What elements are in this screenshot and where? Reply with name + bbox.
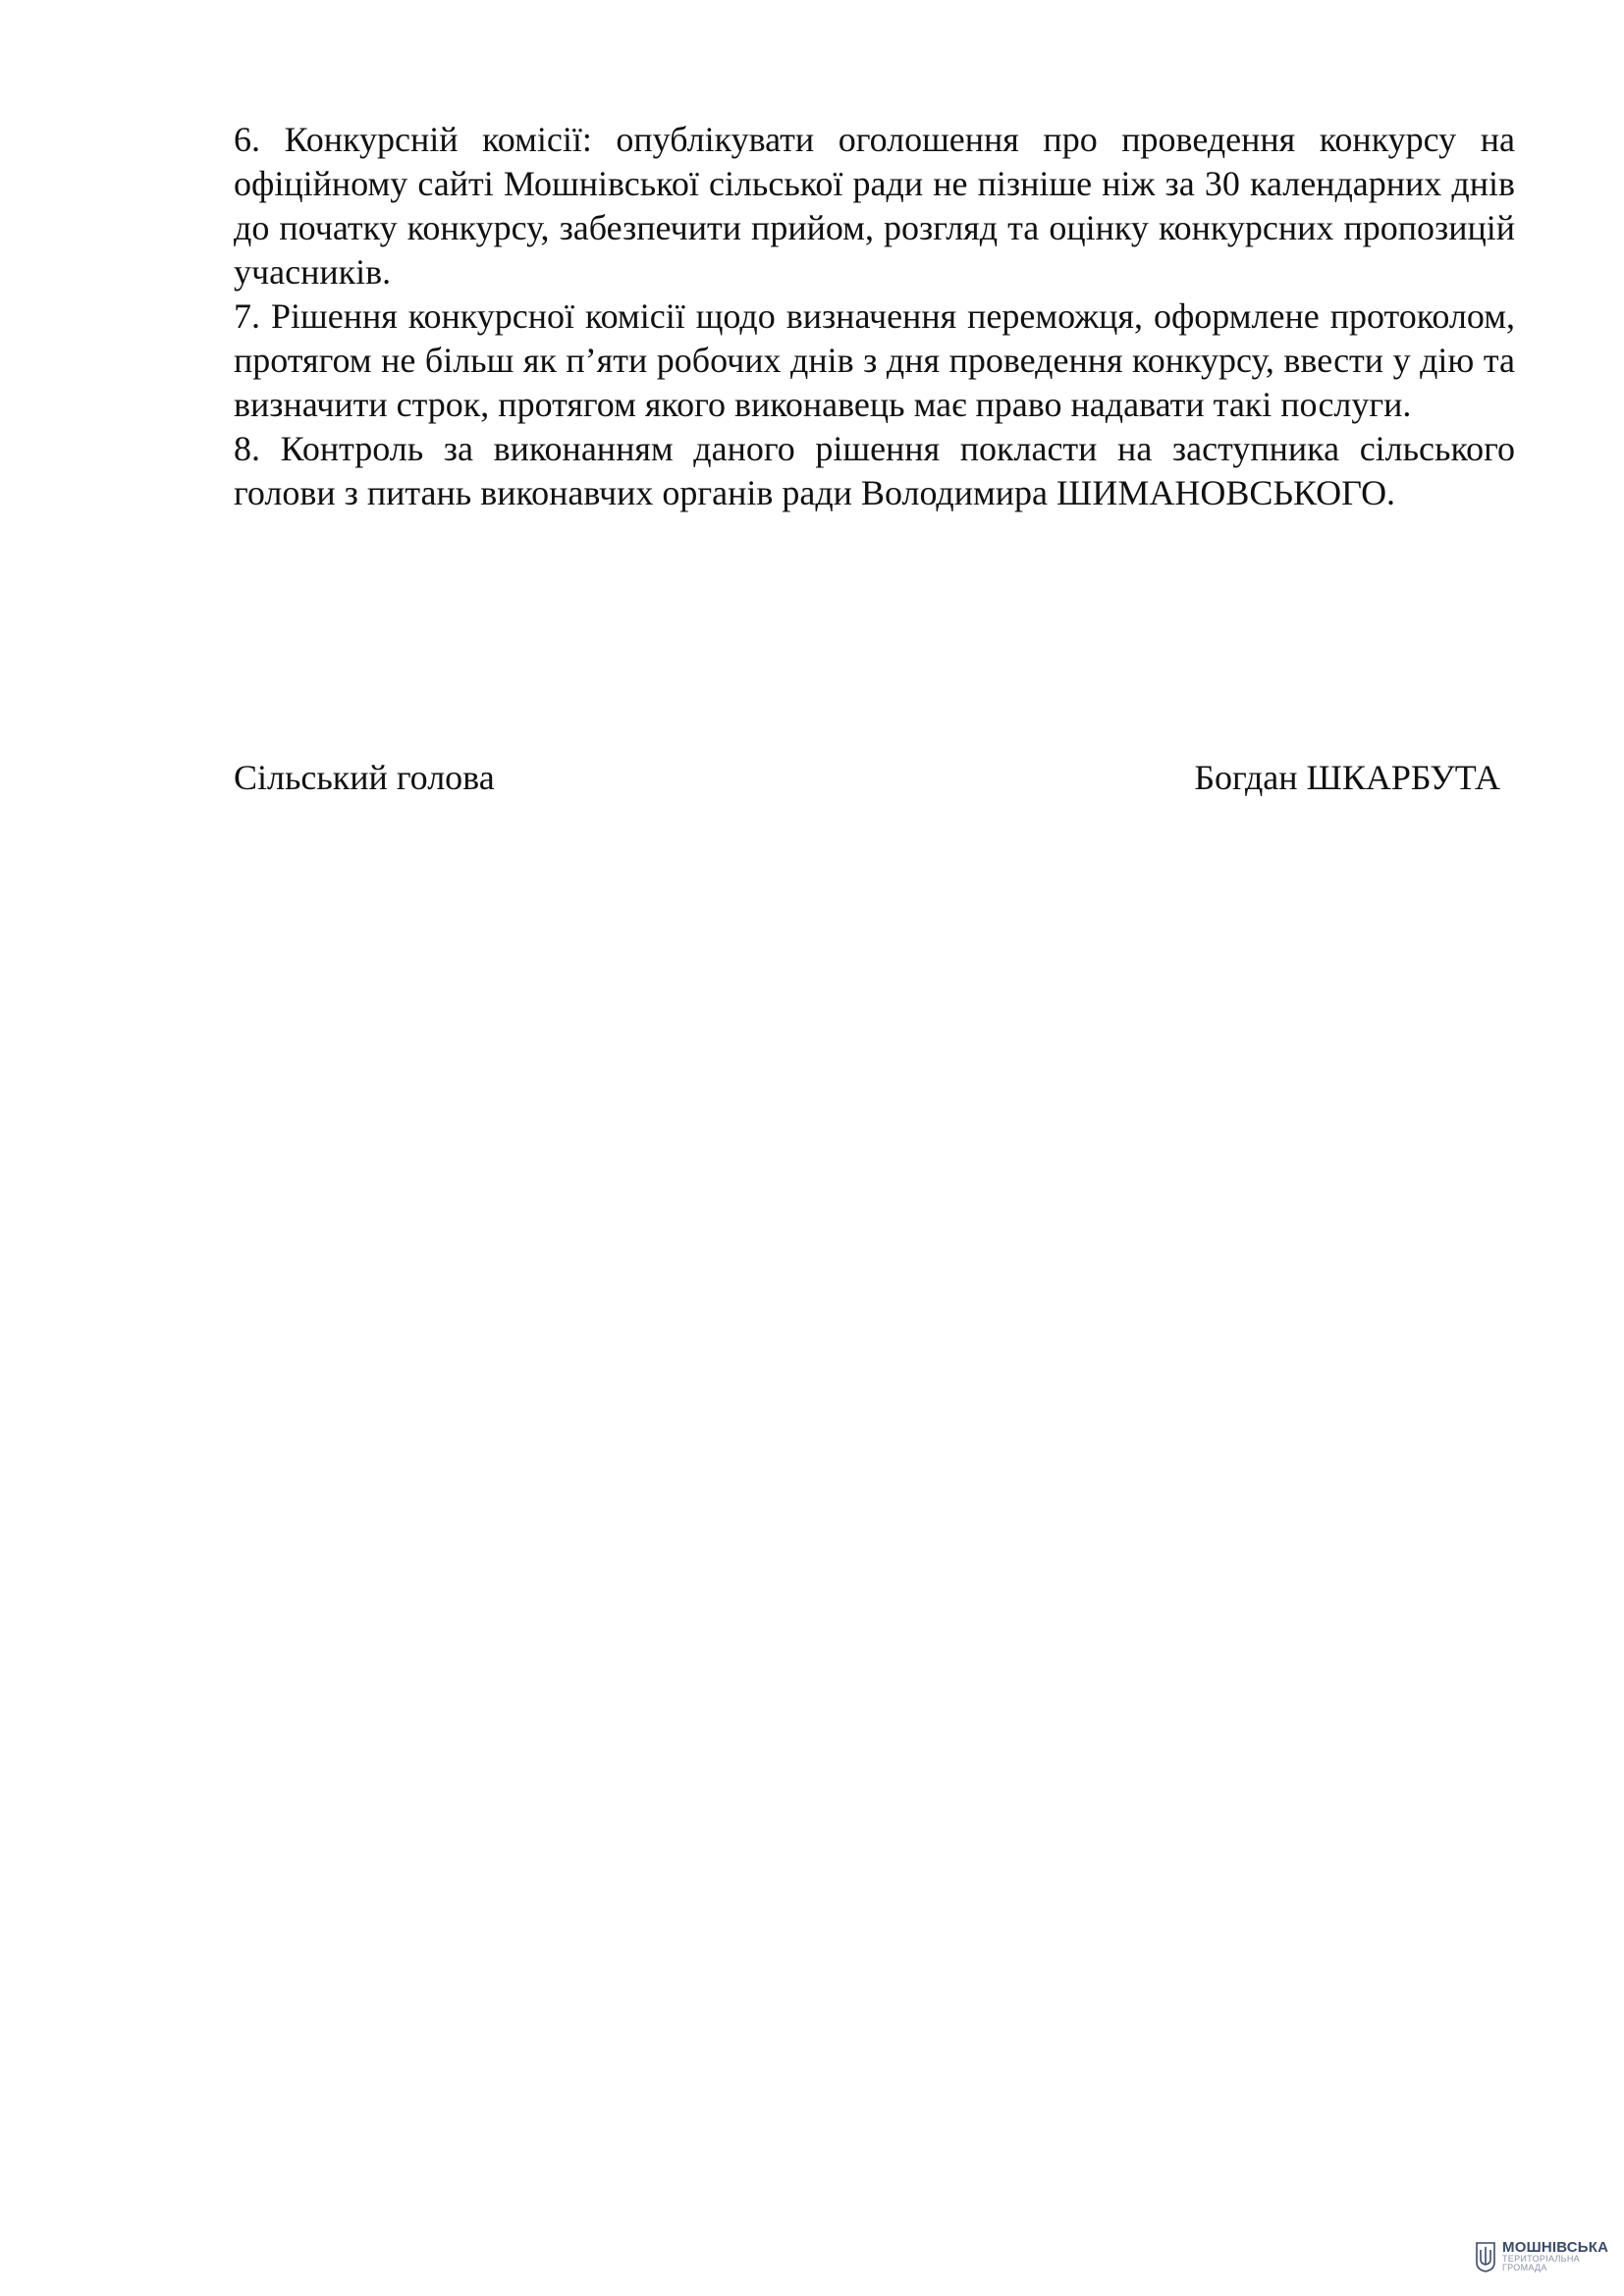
logo-text [1502,2240,1608,2272]
community-logo [1475,2240,1608,2272]
signature-block [234,756,1500,800]
document-body [234,118,1515,515]
trident-coat-of-arms-icon [1475,2241,1496,2272]
paragraph-6: 6. Конкурсній комісії: опублікувати оголошення про проведення конкурсу на офіційному сайті Мошнівської сільської ради не пізніше ніж за 30 календарних днів до початку конкурсу, забезпечити прийом, розгляд та оцінку конкурсних пропозицій учасників. [234,120,1515,292]
logo-title: МОШНІВСЬКА [1502,2239,1609,2256]
signatory-position: Сільський голова [234,758,495,797]
paragraph-7: 7. Рішення конкурсної комісії щодо визначення переможця, оформлене протоколом, протягом не більш як п’яти робочих днів з дня проведення конкурсу, ввести у дію та визначити строк, протягом якого виконавець має право надавати такі послуги. [234,296,1515,424]
paragraph-8: 8. Контроль за виконанням даного рішення покласти на заступника сільського голови з питань виконавчих органів ради Володимира ШИМАНОВСЬКОГО. [234,429,1515,512]
logo-subtitle-line-2: ГРОМАДА [1502,2263,1547,2272]
signatory-name: Богдан ШКАРБУТА [1194,758,1500,797]
logo-subtitle-line-1: ТЕРИТОРІАЛЬНА [1502,2254,1580,2264]
